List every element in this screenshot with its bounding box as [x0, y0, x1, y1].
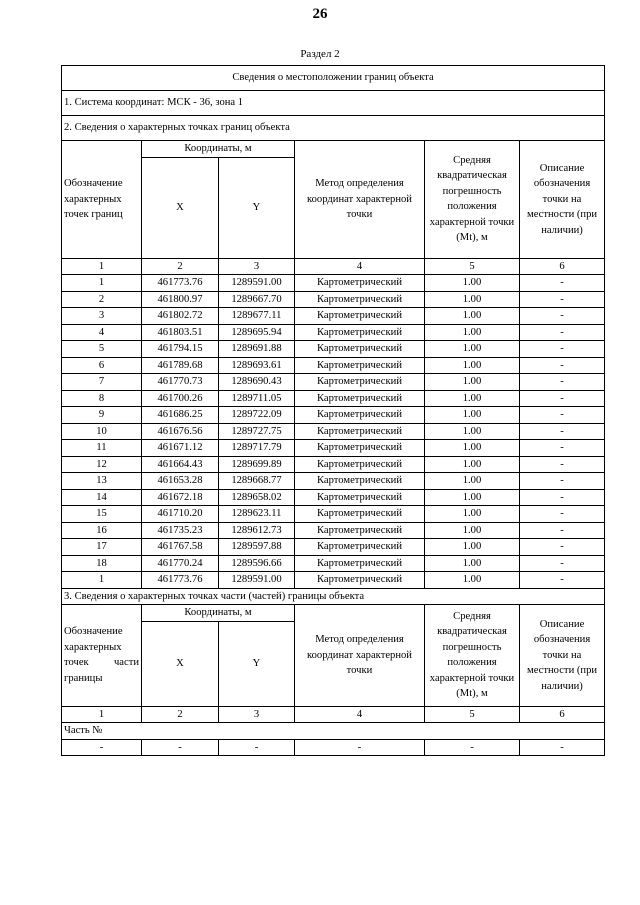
coord-system: 1. Система координат: МСК - 36, зона 1: [62, 91, 605, 116]
table-cell: -: [520, 407, 605, 424]
table-cell: Картометрический: [295, 555, 425, 572]
table-cell: 1.00: [425, 489, 520, 506]
header-error-part: Средняя квадратическая погрешность положения характерной точки (Mt), м: [425, 605, 520, 707]
table-cell: 1.00: [425, 357, 520, 374]
table-cell: -: [520, 390, 605, 407]
table-cell: 461767.58: [142, 539, 219, 556]
table-row: [62, 308, 605, 325]
table-cell: 461664.43: [142, 456, 219, 473]
table-cell: 1.00: [425, 473, 520, 490]
table-cell: 1.00: [425, 324, 520, 341]
table-cell: 461803.51: [142, 324, 219, 341]
header-x: X: [142, 157, 219, 258]
table-cell: -: [520, 555, 605, 572]
table-cell: 17: [62, 539, 142, 556]
table-row: [62, 374, 605, 391]
table-row: [62, 357, 605, 374]
table-row: [62, 572, 605, 589]
section-title: Раздел 2: [300, 48, 340, 60]
table-cell: -: [62, 739, 142, 756]
table-cell: 1289591.00: [219, 275, 295, 292]
table-cell: Картометрический: [295, 390, 425, 407]
table-cell: Картометрический: [295, 308, 425, 325]
table-cell: -: [520, 522, 605, 539]
table-cell: 1289596.66: [219, 555, 295, 572]
header-y: Y: [219, 157, 295, 258]
section3-title: 3. Сведения о характерных точках части (частей) границы объекта: [62, 588, 605, 605]
column-numbers-row: [62, 706, 605, 723]
table-cell: 7: [62, 374, 142, 391]
table-cell: 1.00: [425, 506, 520, 523]
table-cell: 461671.12: [142, 440, 219, 457]
table-row: [62, 390, 605, 407]
table-cell: 6: [520, 706, 605, 723]
section2-title: 2. Сведения о характерных точках границ объекта: [62, 116, 605, 141]
table-cell: 13: [62, 473, 142, 490]
table-cell: 1.00: [425, 341, 520, 358]
table-cell: 1.00: [425, 423, 520, 440]
table-row: [62, 275, 605, 292]
table-cell: Картометрический: [295, 275, 425, 292]
table-cell: 461789.68: [142, 357, 219, 374]
table-cell: 4: [295, 706, 425, 723]
table-cell: 1289711.05: [219, 390, 295, 407]
table-cell: 1289667.70: [219, 291, 295, 308]
table-cell: 1289597.88: [219, 539, 295, 556]
table-cell: 1.00: [425, 572, 520, 589]
table-cell: 1289693.61: [219, 357, 295, 374]
table-cell: 1.00: [425, 407, 520, 424]
header-designation: Обозначение характерных точек границ: [62, 141, 142, 259]
table-cell: 1289717.79: [219, 440, 295, 457]
table-cell: -: [520, 423, 605, 440]
table-cell: -: [520, 357, 605, 374]
table-cell: 1.00: [425, 291, 520, 308]
table-cell: 1.00: [425, 456, 520, 473]
header-error: Средняя квадратическая погрешность положения характерной точки (Mt), м: [425, 141, 520, 259]
table-cell: -: [520, 308, 605, 325]
table-cell: Картометрический: [295, 522, 425, 539]
table-cell: Картометрический: [295, 440, 425, 457]
header-description: Описание обозначения точки на местности (при наличии): [520, 141, 605, 259]
table-cell: 18: [62, 555, 142, 572]
table-cell: 1: [62, 258, 142, 275]
table-cell: 461686.25: [142, 407, 219, 424]
part-label: Часть №: [62, 723, 605, 740]
table-cell: 3: [219, 706, 295, 723]
table-cell: 461800.97: [142, 291, 219, 308]
column-numbers-row: [62, 258, 605, 275]
table-cell: 461773.76: [142, 275, 219, 292]
table-row: [62, 341, 605, 358]
table-cell: 2: [142, 706, 219, 723]
table-cell: 1289677.11: [219, 308, 295, 325]
table-cell: 9: [62, 407, 142, 424]
table-cell: Картометрический: [295, 506, 425, 523]
table-cell: -: [520, 456, 605, 473]
table-cell: -: [219, 739, 295, 756]
table-cell: 6: [62, 357, 142, 374]
table-cell: Картометрический: [295, 374, 425, 391]
table-row: [62, 423, 605, 440]
table-cell: 4: [62, 324, 142, 341]
table-cell: 3: [219, 258, 295, 275]
table-cell: 1289722.09: [219, 407, 295, 424]
table-cell: 6: [520, 258, 605, 275]
table-cell: 4: [295, 258, 425, 275]
table-cell: 1289658.02: [219, 489, 295, 506]
table-cell: 1.00: [425, 555, 520, 572]
table-cell: 14: [62, 489, 142, 506]
table-cell: -: [425, 739, 520, 756]
table-cell: 461773.76: [142, 572, 219, 589]
table-cell: -: [520, 473, 605, 490]
table-row: [62, 324, 605, 341]
header-method: Метод определения координат характерной точки: [295, 141, 425, 259]
page-number: 26: [312, 6, 328, 22]
boundary-table: [61, 65, 605, 756]
table-cell: 461700.26: [142, 390, 219, 407]
table-cell: 15: [62, 506, 142, 523]
table-cell: Картометрический: [295, 489, 425, 506]
table-cell: -: [520, 539, 605, 556]
table-cell: 5: [62, 341, 142, 358]
table-cell: Картометрический: [295, 341, 425, 358]
table-cell: Картометрический: [295, 473, 425, 490]
table-cell: 1.00: [425, 374, 520, 391]
table-cell: 461672.18: [142, 489, 219, 506]
table-row: [62, 522, 605, 539]
header-y-part: Y: [219, 621, 295, 706]
table-cell: -: [520, 739, 605, 756]
table-cell: 461710.20: [142, 506, 219, 523]
table-cell: 1289691.88: [219, 341, 295, 358]
table-cell: 1289690.43: [219, 374, 295, 391]
table-cell: 3: [62, 308, 142, 325]
table-row: [62, 407, 605, 424]
table-cell: Картометрический: [295, 539, 425, 556]
table-row: [62, 473, 605, 490]
table-cell: 461735.23: [142, 522, 219, 539]
header-designation-part: Обозначение характерных точек части границы: [62, 605, 142, 707]
table-cell: 461676.56: [142, 423, 219, 440]
table-cell: 1289699.89: [219, 456, 295, 473]
table-cell: -: [520, 374, 605, 391]
table-cell: 1289612.73: [219, 522, 295, 539]
table-cell: Картометрический: [295, 423, 425, 440]
table-row: [62, 440, 605, 457]
table-cell: 1: [62, 275, 142, 292]
table-cell: -: [520, 506, 605, 523]
table-cell: Картометрический: [295, 324, 425, 341]
table-cell: 1.00: [425, 308, 520, 325]
table-cell: 5: [425, 706, 520, 723]
table-cell: Картометрический: [295, 291, 425, 308]
table-cell: Картометрический: [295, 407, 425, 424]
table-cell: 1289695.94: [219, 324, 295, 341]
table-row: [62, 456, 605, 473]
table-cell: 1.00: [425, 440, 520, 457]
table-cell: 16: [62, 522, 142, 539]
table-cell: 2: [62, 291, 142, 308]
table-cell: 1.00: [425, 539, 520, 556]
table-cell: 11: [62, 440, 142, 457]
header-coords: Координаты, м: [142, 141, 295, 158]
table-cell: -: [520, 489, 605, 506]
table-cell: -: [520, 275, 605, 292]
table-cell: 8: [62, 390, 142, 407]
table-cell: 1.00: [425, 390, 520, 407]
table-cell: 461653.28: [142, 473, 219, 490]
table-cell: -: [520, 440, 605, 457]
table-cell: 1.00: [425, 275, 520, 292]
table-cell: -: [520, 341, 605, 358]
header-x-part: X: [142, 621, 219, 706]
table-cell: 10: [62, 423, 142, 440]
table-cell: 1289668.77: [219, 473, 295, 490]
table-cell: -: [142, 739, 219, 756]
table-row: [62, 539, 605, 556]
table-cell: 461770.73: [142, 374, 219, 391]
table-row: [62, 489, 605, 506]
table-cell: 1: [62, 572, 142, 589]
table-cell: 12: [62, 456, 142, 473]
table-cell: 1289623.11: [219, 506, 295, 523]
table-row: [62, 555, 605, 572]
table-title: Сведения о местоположении границ объекта: [62, 66, 605, 91]
table-cell: 5: [425, 258, 520, 275]
table-cell: Картометрический: [295, 456, 425, 473]
table-cell: 461802.72: [142, 308, 219, 325]
table-cell: 461794.15: [142, 341, 219, 358]
table-cell: -: [520, 324, 605, 341]
table-cell: 1289727.75: [219, 423, 295, 440]
header-method-part: Метод определения координат характерной точки: [295, 605, 425, 707]
table-cell: -: [520, 572, 605, 589]
table-cell: 2: [142, 258, 219, 275]
table-cell: Картометрический: [295, 572, 425, 589]
table-cell: Картометрический: [295, 357, 425, 374]
table-cell: -: [520, 291, 605, 308]
table-row: [62, 506, 605, 523]
table-cell: 461770.24: [142, 555, 219, 572]
table-cell: -: [295, 739, 425, 756]
header-coords-part: Координаты, м: [142, 605, 295, 622]
table-cell: 1.00: [425, 522, 520, 539]
table-cell: 1289591.00: [219, 572, 295, 589]
header-description-part: Описание обозначения точки на местности (при наличии): [520, 605, 605, 707]
table-cell: 1: [62, 706, 142, 723]
part-row: [62, 739, 605, 756]
table-row: [62, 291, 605, 308]
